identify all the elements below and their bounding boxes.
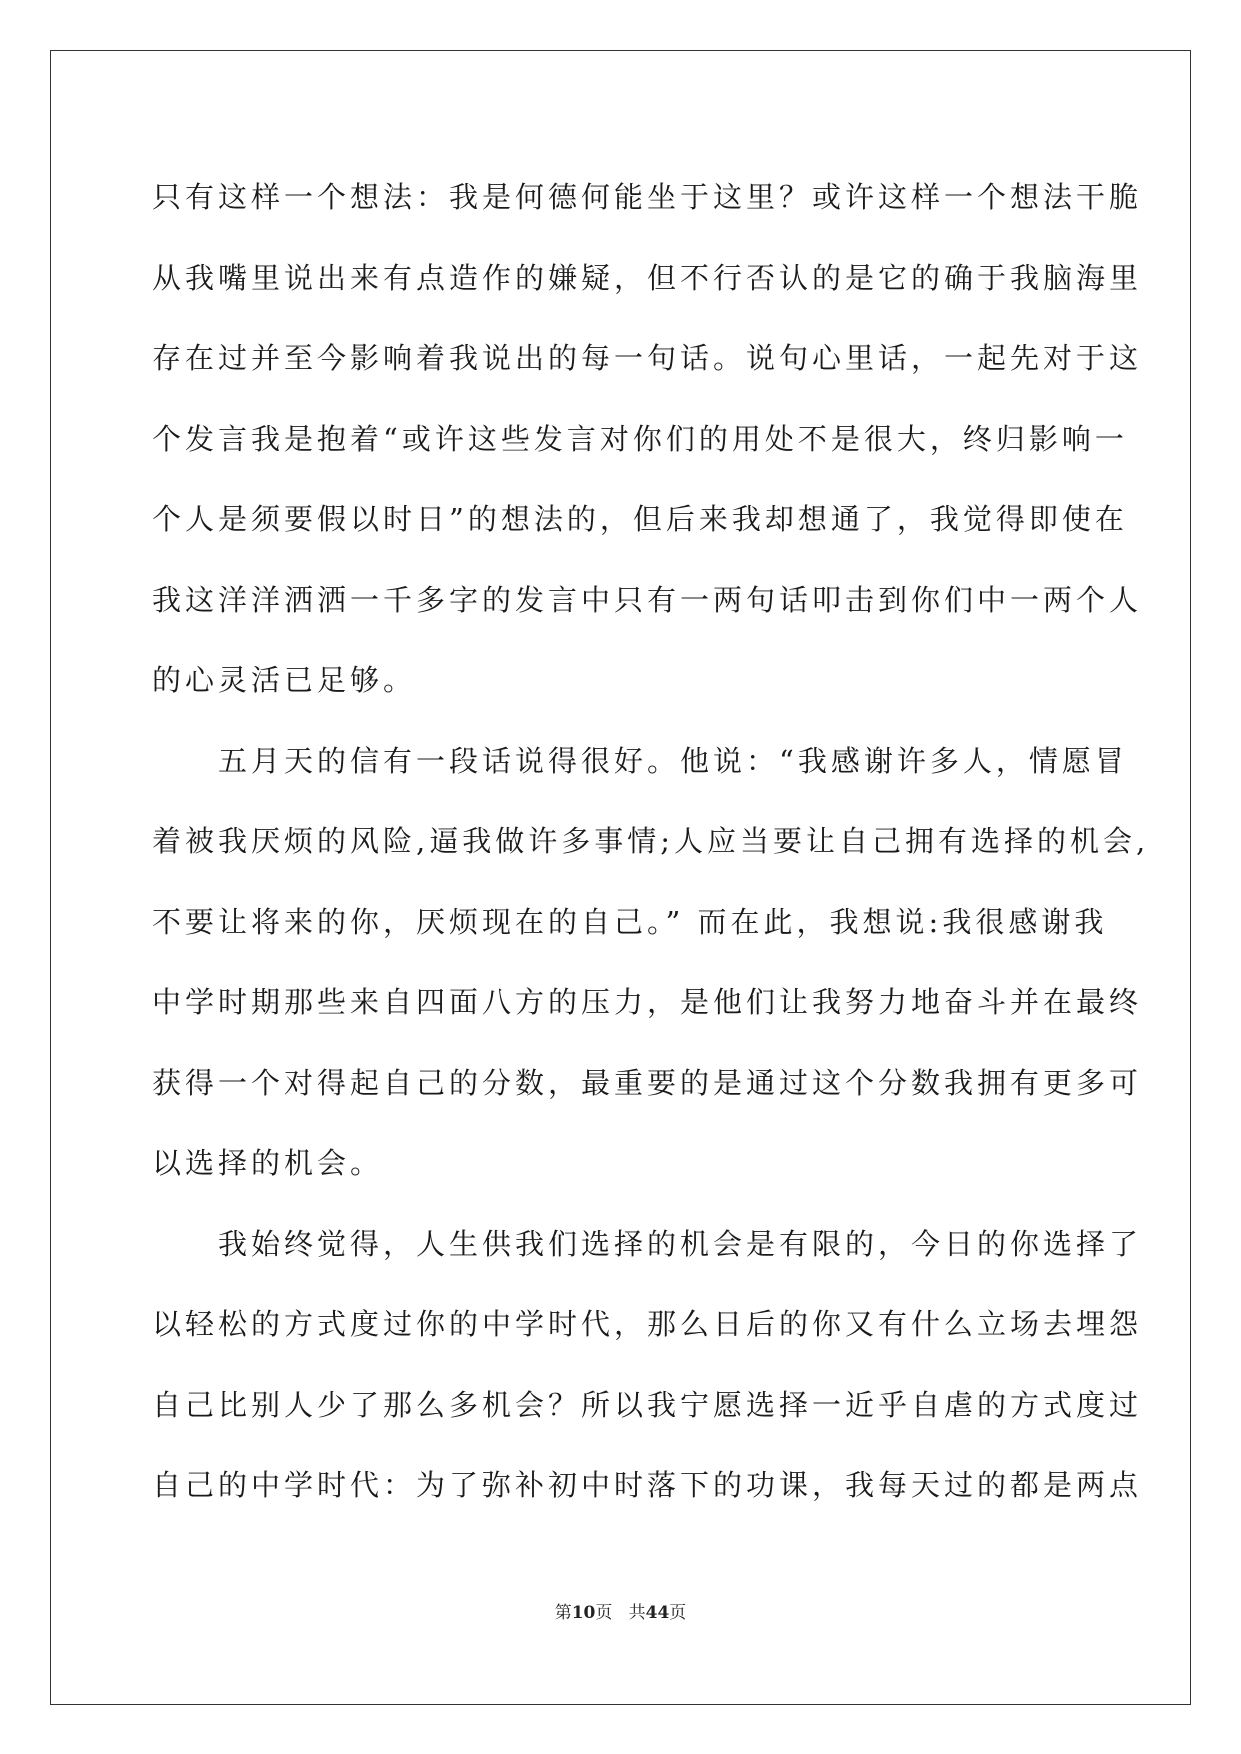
text-line: 的心灵活已足够。 (152, 663, 417, 697)
text-line: 个发言我是抱着“或许这些发言对你们的用处不是很大，终归影响一 (152, 421, 1128, 456)
text-line: 只有这样一个想法：我是何德何能坐于这里？或许这样一个想法干脆 (152, 180, 1143, 214)
current-page-number: 10 (571, 1603, 596, 1623)
text-line: 自己比别人少了那么多机会？所以我宁愿选择一近乎自虐的方式度过 (152, 1387, 1143, 1422)
text-line: 获得一个对得起自己的分数，最重要的是通过这个分数我拥有更多可 (152, 1065, 1143, 1100)
footer-page-suffix: 页 (595, 1603, 613, 1623)
footer-total-suffix: 页 (669, 1603, 687, 1623)
body-text (152, 157, 1150, 1526)
text-line: 以轻松的方式度过你的中学时代，那么日后的你又有什么立场去埋怨 (152, 1307, 1143, 1341)
text-line: 个人是须要假以时日”的想法的，但后来我却想通了，我觉得即使在 (152, 502, 1128, 536)
text-line: 我始终觉得，人生供我们选择的机会是有限的，今日的你选择了 (152, 1226, 1143, 1261)
text-line: 自己的中学时代：为了弥补初中时落下的功课，我每天过的都是两点 (152, 1468, 1143, 1502)
text-line: 着被我厌烦的风险,逼我做许多事情;人应当要让自己拥有选择的机会, (152, 824, 1150, 858)
text-line: 以选择的机会。 (152, 1146, 384, 1180)
text-line: 中学时期那些来自四面八方的压力，是他们让我努力地奋斗并在最终 (152, 985, 1143, 1019)
text-line: 存在过并至今影响着我说出的每一句话。说句心里话，一起先对于这 (152, 341, 1143, 375)
page-footer (0, 1598, 1241, 1623)
text-line: 我这洋洋洒洒一千多字的发言中只有一两句话叩击到你们中一两个人 (152, 582, 1143, 617)
footer-prefix: 第 (554, 1603, 572, 1623)
total-page-count: 44 (645, 1603, 670, 1623)
text-line: 不要让将来的你，厌烦现在的自己。” 而在此，我想说:我很感谢我 (152, 904, 1108, 939)
text-line: 从我嘴里说出来有点造作的嫌疑，但不行否认的是它的确于我脑海里 (152, 260, 1143, 295)
text-line: 五月天的信有一段话说得很好。他说：“我感谢许多人，情愿冒 (152, 743, 1128, 778)
footer-total-prefix: 共 (628, 1603, 646, 1623)
